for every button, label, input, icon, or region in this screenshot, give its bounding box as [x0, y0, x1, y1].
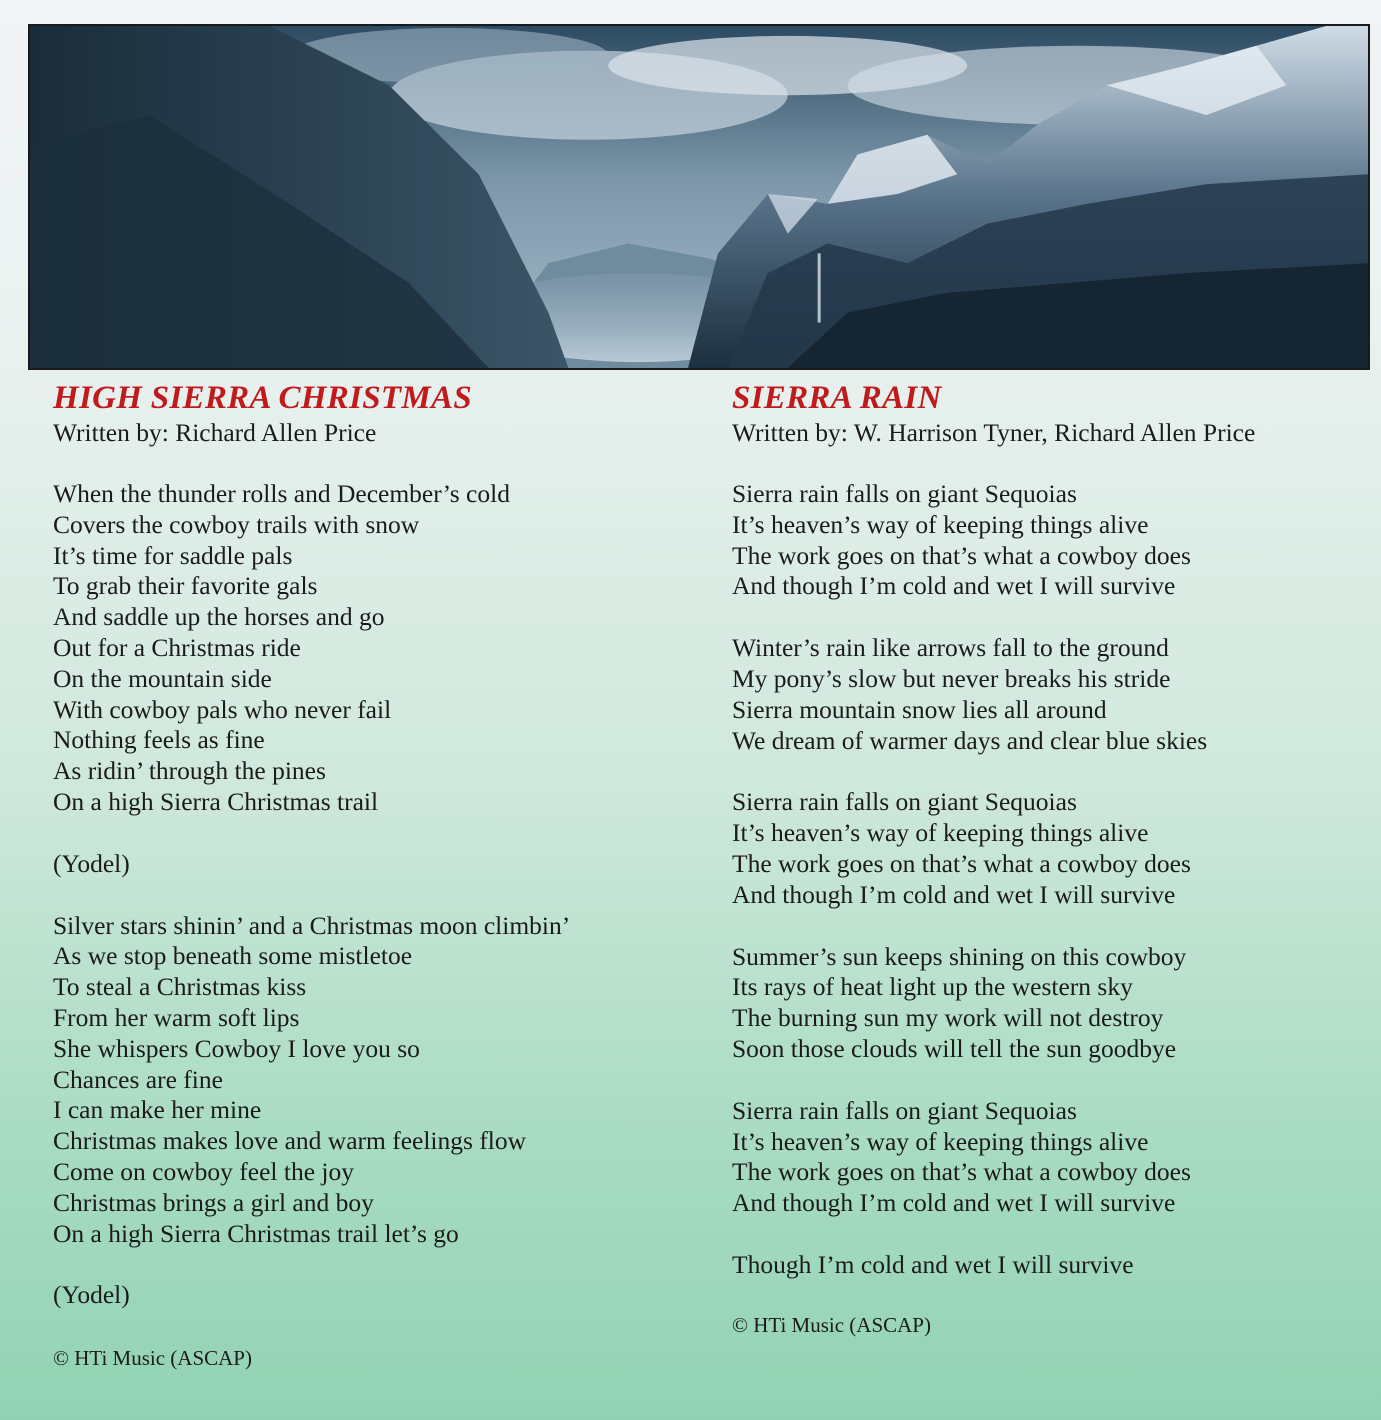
lyric-line: Covers the cowboy trails with snow	[53, 509, 420, 539]
lyric-line: Sierra rain falls on giant Sequoias	[732, 787, 1077, 817]
lyric-line: The burning sun my work will not destroy	[732, 1003, 1164, 1033]
lyric-line: Come on cowboy feel the joy	[53, 1156, 354, 1186]
lyric-line: To steal a Christmas kiss	[53, 972, 307, 1002]
song-lyrics	[732, 479, 1352, 1281]
lyric-line: Christmas brings a girl and boy	[53, 1187, 374, 1217]
lyric-line: To grab their favorite gals	[53, 571, 318, 601]
lyric-line: Sierra rain falls on giant Sequoias	[732, 479, 1077, 508]
lyric-line: On a high Sierra Christmas trail	[53, 786, 379, 816]
left-song-column	[53, 378, 693, 1371]
copyright-notice: © HTi Music (ASCAP)	[53, 1346, 252, 1371]
lyric-stanza	[732, 787, 1352, 910]
lyric-line: It’s heaven’s way of keeping things alive	[732, 509, 1149, 539]
copyright-notice: © HTi Music (ASCAP)	[732, 1312, 931, 1337]
song-lyrics	[53, 479, 693, 1311]
lyric-line: When the thunder rolls and December’s cold	[53, 479, 510, 508]
lyric-line: And though I’m cold and wet I will survive	[732, 571, 1176, 601]
lyric-line: (Yodel)	[53, 848, 130, 878]
lyric-line: We dream of warmer days and clear blue skies	[732, 725, 1208, 755]
lyric-line: My pony’s slow but never breaks his stride	[732, 663, 1171, 693]
lyric-line: Nothing feels as fine	[53, 725, 265, 755]
lyric-line: And though I’m cold and wet I will survive	[732, 879, 1176, 909]
lyric-line: From her warm soft lips	[53, 1002, 300, 1032]
lyric-stanza	[53, 849, 693, 880]
lyric-line: Silver stars shinin’ and a Christmas moon climbin’	[53, 910, 571, 940]
lyric-line: Christmas makes love and warm feelings flow	[53, 1126, 527, 1156]
lyric-line: Winter’s rain like arrows fall to the ground	[732, 633, 1169, 663]
lyric-line: Sierra rain falls on giant Sequoias	[732, 1095, 1077, 1125]
lyric-stanza	[732, 633, 1352, 756]
lyric-line: On the mountain side	[53, 663, 272, 693]
lyric-line: And though I’m cold and wet I will survive	[732, 1188, 1176, 1218]
lyric-line: Summer’s sun keeps shining on this cowboy	[732, 941, 1187, 971]
lyric-stanza	[53, 479, 693, 818]
lyric-line: With cowboy pals who never fail	[53, 694, 392, 724]
lyric-line: On a high Sierra Christmas trail let’s go	[53, 1218, 459, 1248]
lyric-stanza	[732, 1250, 1352, 1281]
lyric-stanza	[732, 479, 1352, 602]
lyric-line: Its rays of heat light up the western sky	[732, 972, 1133, 1002]
song-title: SIERRA RAIN	[732, 380, 942, 416]
lyric-line: (Yodel)	[53, 1280, 130, 1310]
lyric-line: The work goes on that’s what a cowboy does	[732, 1157, 1191, 1187]
lyric-line: Out for a Christmas ride	[53, 632, 301, 662]
lyric-line: I can make her mine	[53, 1095, 262, 1125]
lyric-line: Chances are fine	[53, 1064, 223, 1094]
lyric-line: Sierra mountain snow lies all around	[732, 694, 1107, 724]
right-song-column	[732, 378, 1352, 1338]
mountain-valley-image	[30, 26, 1368, 368]
lyric-line: As we stop beneath some mistletoe	[53, 941, 413, 971]
lyric-line: As ridin’ through the pines	[53, 756, 326, 786]
song-credit: Written by: W. Harrison Tyner, Richard Allen Price	[732, 418, 1256, 447]
lyric-line: It’s heaven’s way of keeping things alive	[732, 1126, 1149, 1156]
lyric-line: It’s heaven’s way of keeping things alive	[732, 818, 1149, 848]
lyric-stanza	[732, 1096, 1352, 1219]
mountain-valley-photo	[28, 24, 1370, 370]
lyric-line: The work goes on that’s what a cowboy does	[732, 540, 1191, 570]
lyric-line: Though I’m cold and wet I will survive	[732, 1249, 1134, 1279]
song-title: HIGH SIERRA CHRISTMAS	[53, 380, 472, 416]
lyric-line: Soon those clouds will tell the sun goodbye	[732, 1033, 1177, 1063]
lyric-stanza	[732, 942, 1352, 1065]
song-credit: Written by: Richard Allen Price	[53, 418, 377, 447]
lyric-line: It’s time for saddle pals	[53, 540, 293, 570]
lyric-stanza	[53, 1280, 693, 1311]
lyric-stanza	[53, 911, 693, 1250]
lyric-line: The work goes on that’s what a cowboy does	[732, 848, 1191, 878]
lyric-line: She whispers Cowboy I love you so	[53, 1033, 420, 1063]
lyric-line: And saddle up the horses and go	[53, 602, 385, 632]
